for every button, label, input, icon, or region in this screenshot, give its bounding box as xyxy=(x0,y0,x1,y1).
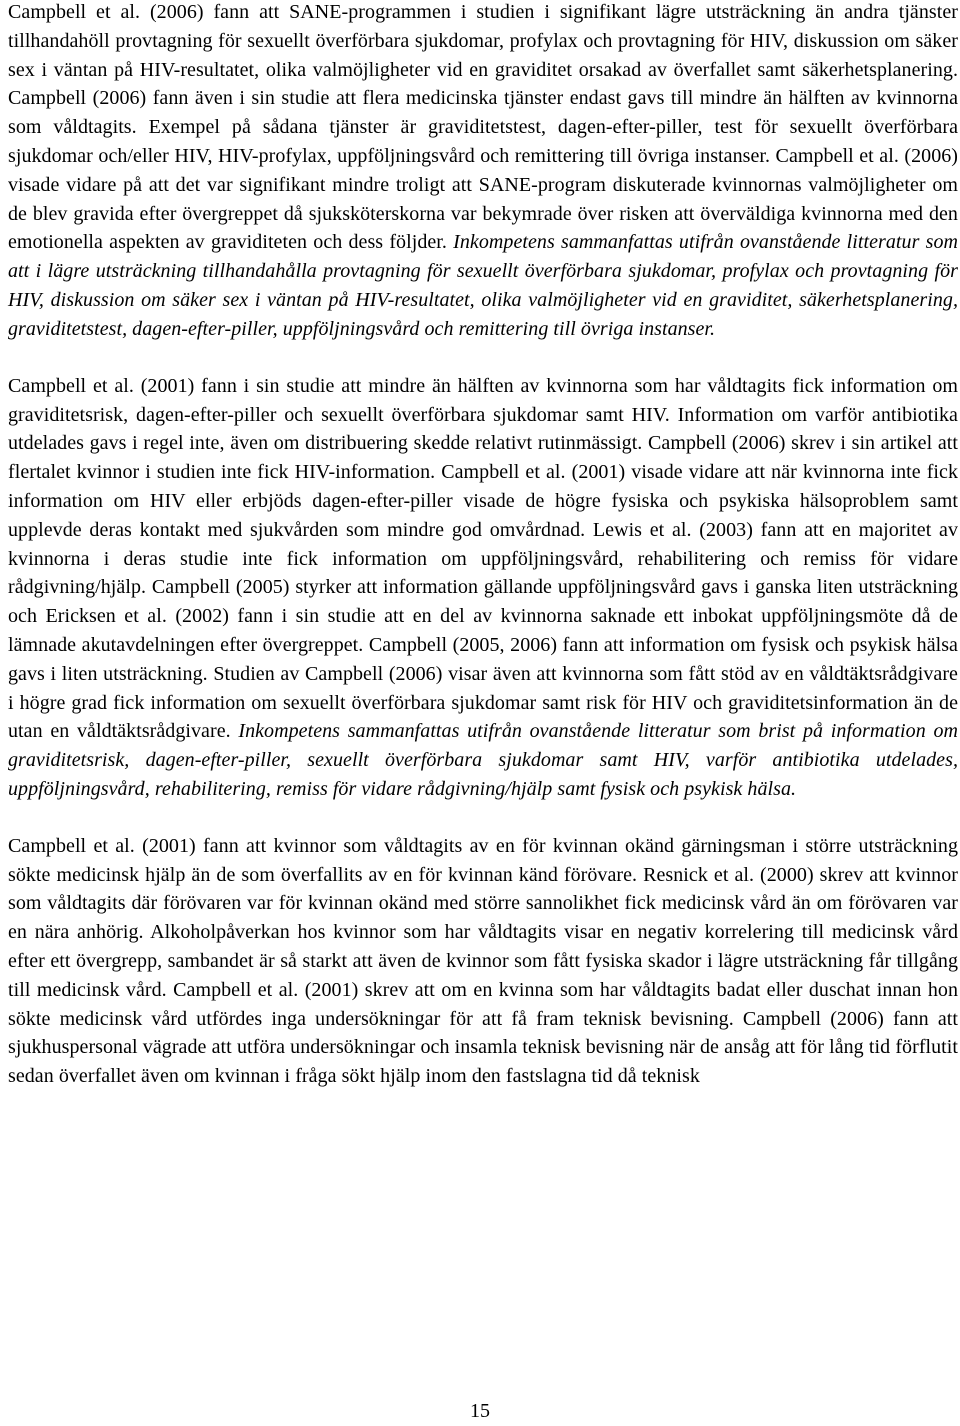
italic-summary: Inkompetens sammanfattas utifrån ovanstående litteratur som att i lägre utsträckning tillhandahålla provtagning för sexuellt överförbara sjukdomar, profylax och provtagning för HIV, diskussion om säker sex i väntan på HIV-resultatet, olika valmöjligheter vid en graviditet, säkerhetsplanering, graviditetstest, dagen-efter-piller, uppföljningsvård och remittering till övriga instanser. xyxy=(8,231,958,340)
paragraph-text: Campbell et al. (2001) fann att kvinnor som våldtagits av en för kvinnan okänd gärningsman i större utsträckning sökte medicinsk hjälp än de som överfallits av en för kvinnan känd förövare. Resnick et al. (2000) skrev att kvinnor som våldtagits där förövaren var för kvinnan okänd med större sannolikhet fick medicinsk vård än om förövaren var en nära anhörig. Alkoholpåverkan hos kvinnor som har våldtagits visar en negativ korrelering till medicinsk vård efter ett övergrepp, sambandet är så starkt att även de kvinnor som fått fysiska skador i lägre utsträckning får tillgång till medicinsk vård. Campbell et al. (2001) skrev att om en kvinna som har våldtagits badat eller duschat innan hon sökte medicinsk vård utfördes inga undersökningar för att få fram teknisk bevisning. Campbell (2006) fann att sjukhuspersonal vägrade att utföra undersökningar och insamla teknisk bevisning när de ansåg att för lång tid förflutit sedan överfallet även om kvinnan i fråga sökt hjälp inom den fastslagna tid då teknisk xyxy=(8,834,958,1088)
paragraph-information xyxy=(8,372,958,804)
paragraph-perpetrator xyxy=(8,832,958,1091)
body-text xyxy=(8,0,958,1091)
page-number: 15 xyxy=(470,1400,490,1422)
paragraph-sane-services xyxy=(8,0,958,344)
paragraph-text: Campbell et al. (2006) fann att SANE-programmen i studien i signifikant lägre utsträckning än andra tjänster tillhandahöll provtagning för sexuellt överförbara sjukdomar, profylax och provtagning för HIV, diskussion om säker sex i väntan på HIV-resultatet, olika valmöjligheter vid en graviditet orsakad av överfallet samt säkerhetsplanering. Campbell (2006) fann även i sin studie att flera medicinska tjänster endast gavs till mindre än hälften av kvinnorna som våldtagits. Exempel på sådana tjänster är graviditetstest, dagen-efter-piller, test för sexuellt överförbara sjukdomar och/eller HIV, HIV-profylax, uppföljningsvård och remittering till övriga instanser. Campbell et al. (2006) visade vidare på att det var signifikant mindre troligt att SANE-program diskuterade kvinnornas valmöjligheter om de blev gravida efter övergreppet då sjuksköterskorna var bekymrade över risken att överväldiga kvinnorna med den emotionella aspekten av graviditeten och dess följder. xyxy=(8,1,958,254)
paragraph-text: Campbell et al. (2001) fann i sin studie att mindre än hälften av kvinnorna som har våldtagits fick information om graviditetsrisk, dagen-efter-piller och sexuellt överförbara sjukdomar samt HIV. Information om varför antibiotika utdelades gavs i regel inte, även om distribuering skedde relativt rutinmässigt. Campbell (2006) skrev i sin artikel att flertalet kvinnor i studien inte fick HIV-information. Campbell et al. (2001) visade vidare att när kvinnorna inte fick information om HIV eller erbjöds dagen-efter-piller visade de högre fysiska och psykiska hälsoproblem samt upplevde deras kontakt med sjukvården som mindre god omvårdnad. Lewis et al. (2003) fann att en majoritet av kvinnorna i deras studie inte fick information om uppföljningsvård, rehabilitering och remiss för vidare rådgivning/hjälp. Campbell (2005) styrker att information gällande uppföljningsvård gavs i ganska liten utsträckning och Ericksen et al. (2002) fann i sin studie att en del av kvinnorna saknade ett inbokat uppföljningsmöte då de lämnade akutavdelningen efter övergreppet. Campbell (2005, 2006) fann att information om fysisk och psykisk hälsa gavs i liten utsträckning. Studien av Campbell (2006) visar även att kvinnorna som fått stöd av en våldtäktsrådgivare i högre grad fick information om sexuellt överförbara sjukdomar samt risk för HIV och graviditetsinformation än de utan en våldtäktsrådgivare. xyxy=(8,374,958,743)
italic-summary: Inkompetens sammanfattas utifrån ovanstående litteratur som brist på information om graviditetsrisk, dagen-efter-piller, sexuellt överförbara sjukdomar samt HIV, varför antibiotika utdelades, uppföljningsvård, rehabilitering, remiss för vidare rådgivning/hjälp samt fysisk och psykisk hälsa. xyxy=(8,720,958,800)
